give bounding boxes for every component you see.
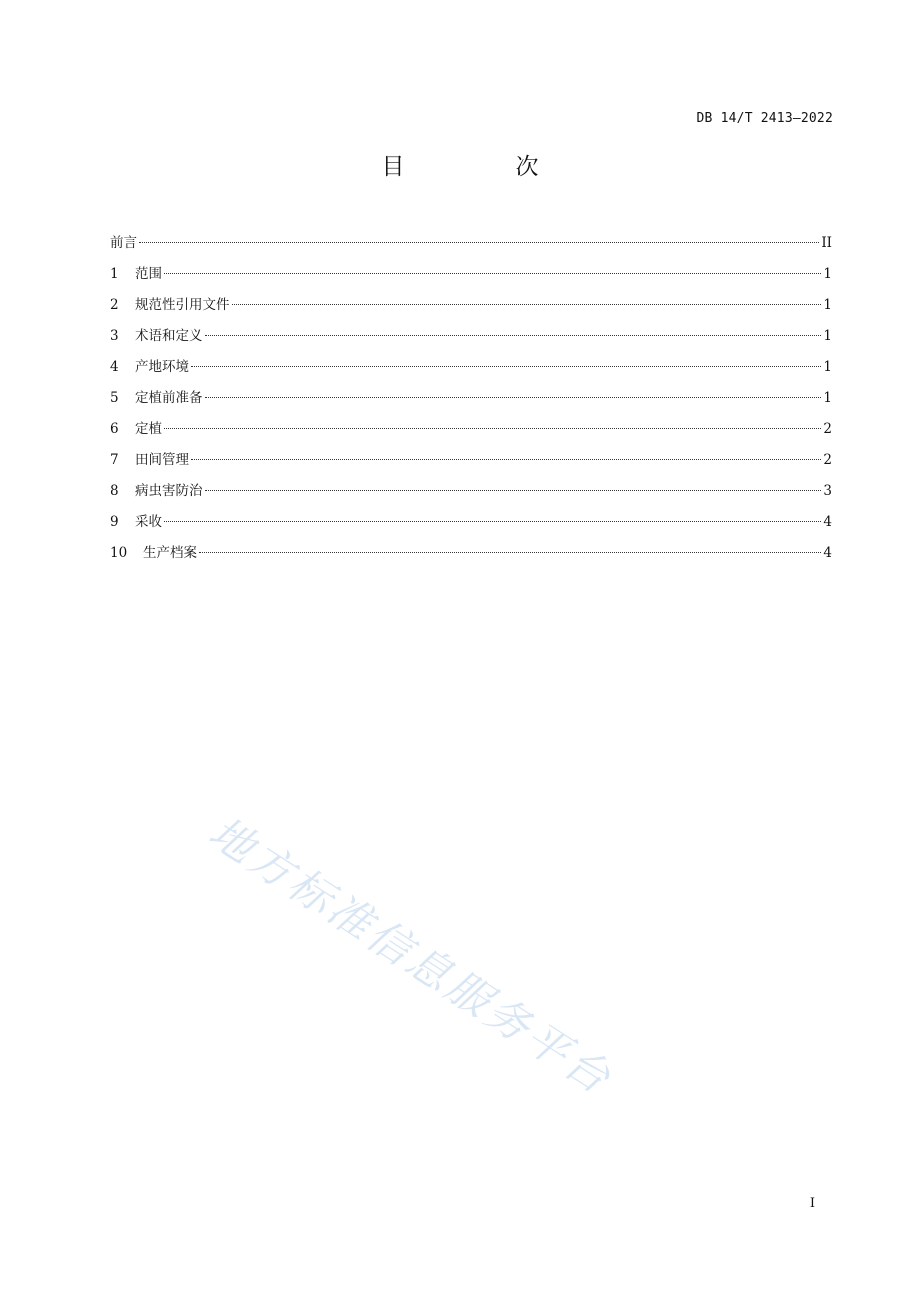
toc-entry-text: 定植前准备	[135, 390, 203, 406]
dot-leader	[164, 521, 821, 522]
dot-leader	[191, 459, 821, 460]
toc-entry-text: 采收	[135, 514, 162, 530]
toc-entry-2[interactable]	[110, 296, 832, 327]
toc-entry-number: 6	[110, 421, 119, 437]
toc-entry-text: 术语和定义	[135, 328, 203, 344]
toc-entry-page: 1	[823, 297, 832, 313]
toc-entry-foreword[interactable]	[110, 234, 832, 265]
dot-leader	[164, 273, 821, 274]
toc-entry-text: 生产档案	[143, 545, 197, 561]
table-of-contents	[110, 234, 832, 575]
dot-leader	[199, 552, 821, 553]
document-code: DB 14/T 2413—2022	[696, 111, 833, 126]
page-title: 目 次	[381, 154, 583, 180]
dot-leader	[139, 242, 819, 243]
toc-entry-page: 1	[823, 328, 832, 344]
dot-leader	[205, 397, 822, 398]
toc-entry-10[interactable]	[110, 544, 832, 575]
toc-entry-page: 1	[823, 266, 832, 282]
toc-entry-number: 1	[110, 266, 119, 282]
toc-entry-number: 9	[110, 514, 119, 530]
toc-entry-number: 2	[110, 297, 119, 313]
toc-entry-4[interactable]	[110, 358, 832, 389]
toc-entry-number: 5	[110, 390, 119, 406]
toc-entry-page: 2	[823, 452, 832, 468]
toc-entry-page: 4	[823, 545, 832, 561]
dot-leader	[164, 428, 821, 429]
toc-entry-text: 前言	[110, 235, 137, 251]
toc-entry-number: 4	[110, 359, 119, 375]
toc-entry-number: 7	[110, 452, 119, 468]
toc-entry-number: 8	[110, 483, 119, 499]
dot-leader	[205, 490, 822, 491]
toc-entry-page: 3	[823, 483, 832, 499]
toc-entry-8[interactable]	[110, 482, 832, 513]
toc-entry-page: 1	[823, 359, 832, 375]
toc-entry-7[interactable]	[110, 451, 832, 482]
toc-entry-page: 4	[823, 514, 832, 530]
toc-entry-3[interactable]	[110, 327, 832, 358]
toc-entry-text: 病虫害防治	[135, 483, 203, 499]
toc-entry-page: 1	[823, 390, 832, 406]
dot-leader	[191, 366, 821, 367]
toc-entry-text: 产地环境	[135, 359, 189, 375]
page-number: I	[809, 1196, 815, 1211]
toc-entry-text: 规范性引用文件	[135, 297, 230, 313]
toc-entry-page: 2	[823, 421, 832, 437]
dot-leader	[232, 304, 822, 305]
toc-entry-text: 范围	[135, 266, 162, 282]
watermark: 地方标准信息服务平台	[199, 807, 622, 1106]
toc-entry-number: 10	[110, 545, 128, 561]
dot-leader	[205, 335, 822, 336]
toc-entry-page: II	[821, 235, 832, 251]
toc-entry-9[interactable]	[110, 513, 832, 544]
toc-entry-5[interactable]	[110, 389, 832, 420]
toc-entry-6[interactable]	[110, 420, 832, 451]
toc-entry-text: 定植	[135, 421, 162, 437]
toc-entry-text: 田间管理	[135, 452, 189, 468]
toc-entry-1[interactable]	[110, 265, 832, 296]
toc-entry-number: 3	[110, 328, 119, 344]
